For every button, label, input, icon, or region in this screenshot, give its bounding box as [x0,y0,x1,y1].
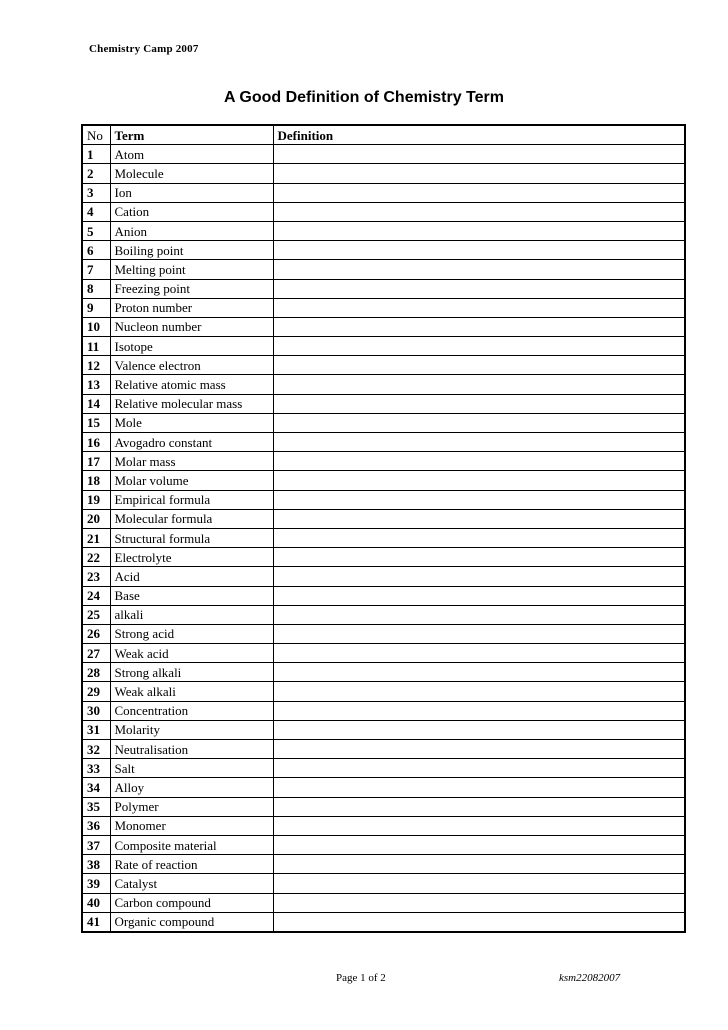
definition-cell[interactable] [273,375,685,394]
table-row [82,241,685,260]
table-row [82,874,685,893]
page-title: A Good Definition of Chemistry Term [223,89,504,106]
table-row [82,567,685,586]
definition-cell[interactable] [273,528,685,547]
table-row [82,279,685,298]
table-row [82,740,685,759]
table-row [82,452,685,471]
term-cell: Freezing point [110,279,273,298]
term-cell: Ion [110,183,273,202]
table-row [82,221,685,240]
row-number: 23 [82,567,110,586]
term-cell: Empirical formula [110,490,273,509]
row-number: 21 [82,528,110,547]
table-row [82,528,685,547]
term-cell: Molar mass [110,452,273,471]
row-number: 12 [82,356,110,375]
term-cell: Molar volume [110,471,273,490]
term-cell: Relative atomic mass [110,375,273,394]
table-row [82,701,685,720]
row-number: 17 [82,452,110,471]
row-number: 41 [82,912,110,932]
definition-cell[interactable] [273,145,685,164]
definition-cell[interactable] [273,835,685,854]
definition-cell[interactable] [273,183,685,202]
row-number: 20 [82,509,110,528]
row-number: 7 [82,260,110,279]
term-cell: Proton number [110,298,273,317]
row-number: 30 [82,701,110,720]
row-number: 26 [82,624,110,643]
term-cell: Strong acid [110,624,273,643]
term-cell: Electrolyte [110,548,273,567]
table-row [82,644,685,663]
row-number: 24 [82,586,110,605]
row-number: 40 [82,893,110,912]
definition-cell[interactable] [273,701,685,720]
row-number: 11 [82,337,110,356]
definition-cell[interactable] [273,797,685,816]
table-row [82,816,685,835]
table-row [82,260,685,279]
term-cell: Nucleon number [110,317,273,336]
row-number: 15 [82,413,110,432]
row-number: 33 [82,759,110,778]
row-number: 32 [82,740,110,759]
row-number: 1 [82,145,110,164]
definition-cell[interactable] [273,394,685,413]
term-cell: Structural formula [110,528,273,547]
row-number: 28 [82,663,110,682]
table-row [82,317,685,336]
definition-cell[interactable] [273,260,685,279]
definition-cell[interactable] [273,605,685,624]
table-row [82,548,685,567]
table-row [82,298,685,317]
row-number: 3 [82,183,110,202]
table-row [82,356,685,375]
term-cell: Cation [110,202,273,221]
row-number: 6 [82,241,110,260]
term-cell: Relative molecular mass [110,394,273,413]
term-cell: Molecule [110,164,273,183]
row-number: 4 [82,202,110,221]
table-row [82,586,685,605]
definition-cell[interactable] [273,433,685,452]
term-cell: Salt [110,759,273,778]
table-row [82,893,685,912]
table-row [82,202,685,221]
term-cell: Base [110,586,273,605]
definition-cell[interactable] [273,490,685,509]
table-row [82,835,685,854]
definition-cell[interactable] [273,720,685,739]
term-cell: Avogadro constant [110,433,273,452]
page-number: Page 1 of 2 [336,972,386,984]
column-header-term: Term [110,125,273,145]
table-row [82,394,685,413]
document-header: Chemistry Camp 2007 [89,43,199,55]
term-cell: Boiling point [110,241,273,260]
definition-cell[interactable] [273,874,685,893]
table-row [82,855,685,874]
row-number: 37 [82,835,110,854]
definition-cell[interactable] [273,279,685,298]
row-number: 10 [82,317,110,336]
definition-cell[interactable] [273,452,685,471]
table-row [82,778,685,797]
term-cell: Alloy [110,778,273,797]
row-number: 8 [82,279,110,298]
row-number: 18 [82,471,110,490]
definition-cell[interactable] [273,644,685,663]
row-number: 13 [82,375,110,394]
table-row [82,624,685,643]
table-row [82,605,685,624]
term-cell: Isotope [110,337,273,356]
row-number: 34 [82,778,110,797]
row-number: 35 [82,797,110,816]
row-number: 39 [82,874,110,893]
table-row [82,433,685,452]
term-cell: Acid [110,567,273,586]
row-number: 31 [82,720,110,739]
table-header-row [82,125,685,145]
table-row [82,720,685,739]
row-number: 9 [82,298,110,317]
term-cell: Concentration [110,701,273,720]
definition-cell[interactable] [273,413,685,432]
term-cell: Organic compound [110,912,273,932]
row-number: 19 [82,490,110,509]
term-cell: Weak alkali [110,682,273,701]
table-row [82,164,685,183]
definition-cell[interactable] [273,298,685,317]
term-cell: Molecular formula [110,509,273,528]
term-cell: Polymer [110,797,273,816]
term-cell: alkali [110,605,273,624]
row-number: 2 [82,164,110,183]
term-cell: Composite material [110,835,273,854]
term-cell: Melting point [110,260,273,279]
term-cell: Molarity [110,720,273,739]
definition-cell[interactable] [273,912,685,932]
table-row [82,183,685,202]
definition-cell[interactable] [273,855,685,874]
terms-table [81,124,686,933]
definition-cell[interactable] [273,624,685,643]
table-row [82,759,685,778]
definition-cell[interactable] [273,682,685,701]
row-number: 29 [82,682,110,701]
row-number: 22 [82,548,110,567]
table-row [82,509,685,528]
term-cell: Anion [110,221,273,240]
definition-cell[interactable] [273,759,685,778]
row-number: 25 [82,605,110,624]
term-cell: Strong alkali [110,663,273,682]
term-cell: Catalyst [110,874,273,893]
table-row [82,797,685,816]
table-row [82,471,685,490]
term-cell: Monomer [110,816,273,835]
term-cell: Valence electron [110,356,273,375]
table-row [82,145,685,164]
definition-cell[interactable] [273,548,685,567]
term-cell: Rate of reaction [110,855,273,874]
definition-cell[interactable] [273,663,685,682]
table-row [82,663,685,682]
table-row [82,912,685,932]
definition-cell[interactable] [273,317,685,336]
definition-cell[interactable] [273,202,685,221]
definition-cell[interactable] [273,337,685,356]
definition-cell[interactable] [273,356,685,375]
row-number: 16 [82,433,110,452]
term-cell: Weak acid [110,644,273,663]
definition-cell[interactable] [273,778,685,797]
column-header-definition: Definition [273,125,685,145]
row-number: 5 [82,221,110,240]
definition-cell[interactable] [273,221,685,240]
definition-cell[interactable] [273,241,685,260]
definition-cell[interactable] [273,816,685,835]
table-body [82,145,685,932]
definition-cell[interactable] [273,893,685,912]
table-row [82,413,685,432]
row-number: 36 [82,816,110,835]
definition-cell[interactable] [273,509,685,528]
term-cell: Carbon compound [110,893,273,912]
definition-cell[interactable] [273,567,685,586]
row-number: 27 [82,644,110,663]
definition-cell[interactable] [273,586,685,605]
table-row [82,337,685,356]
term-cell: Mole [110,413,273,432]
table-row [82,682,685,701]
term-cell: Atom [110,145,273,164]
definition-cell[interactable] [273,164,685,183]
definition-cell[interactable] [273,740,685,759]
row-number: 38 [82,855,110,874]
column-header-no: No [82,125,110,145]
table-row [82,490,685,509]
definition-cell[interactable] [273,471,685,490]
row-number: 14 [82,394,110,413]
table-row [82,375,685,394]
document-code: ksm22082007 [559,972,621,984]
term-cell: Neutralisation [110,740,273,759]
